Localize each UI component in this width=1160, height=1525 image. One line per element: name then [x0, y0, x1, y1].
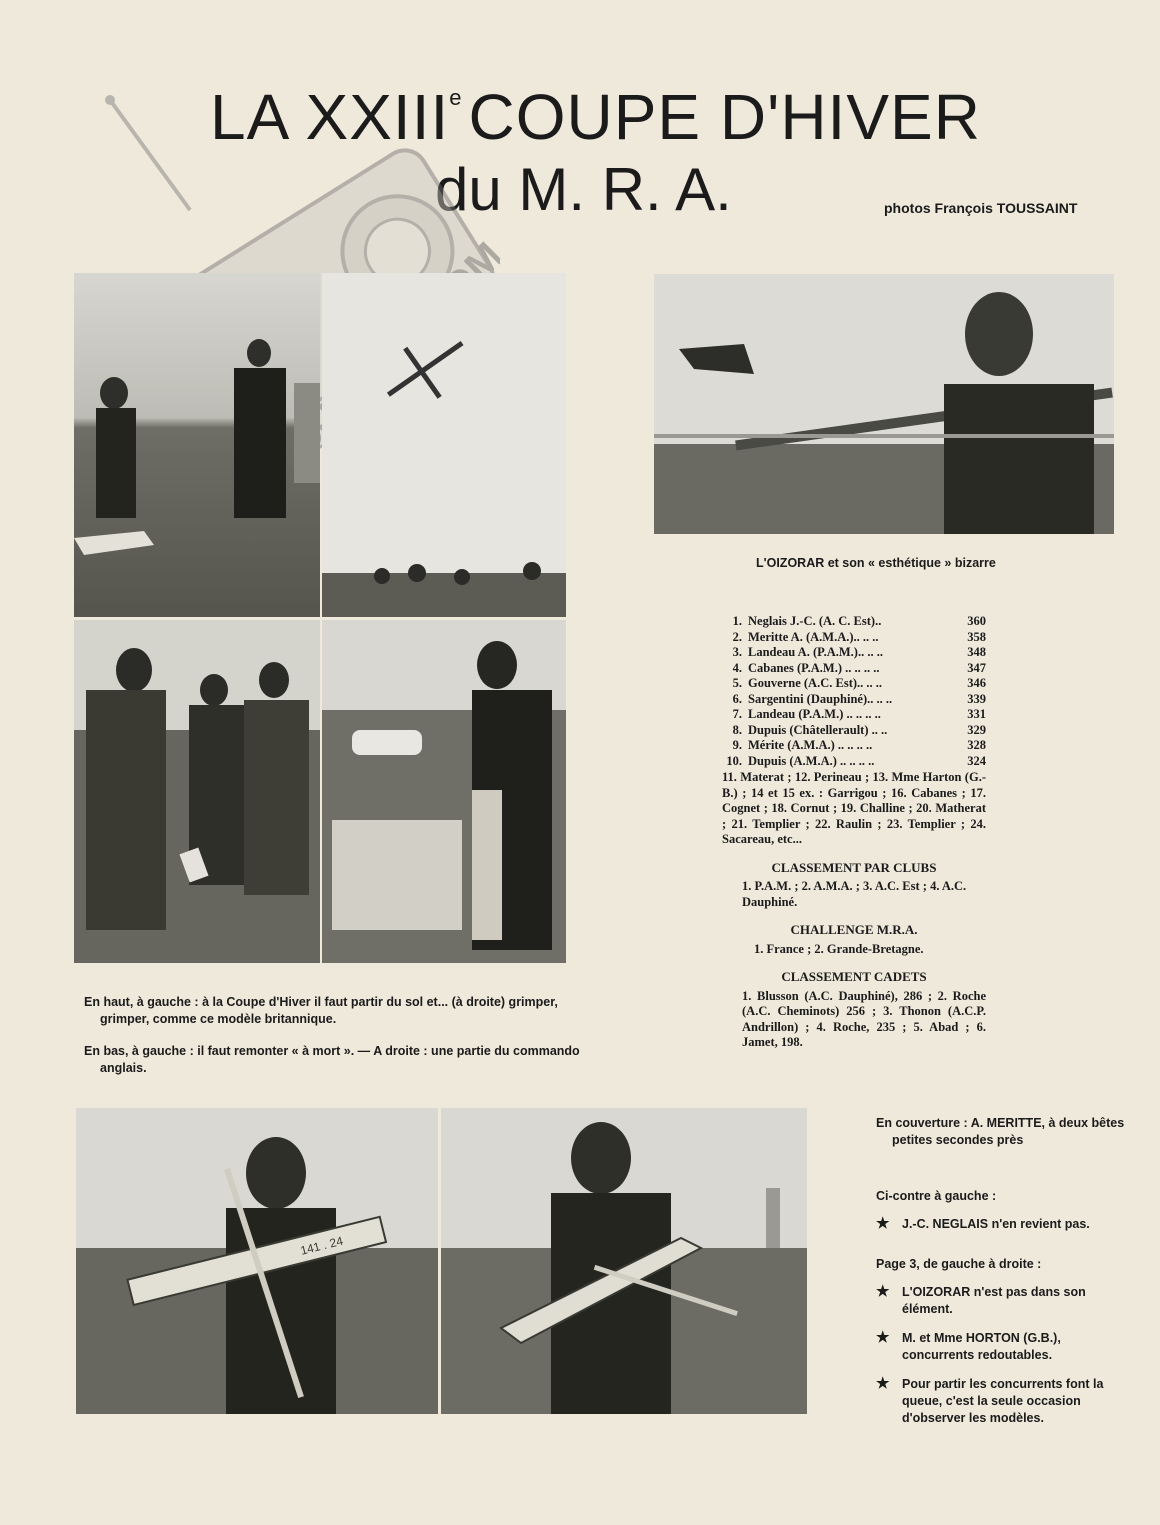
photo-credit: photos François TOUSSAINT — [884, 200, 1078, 216]
photo-neglais — [76, 1108, 438, 1414]
photo-winding-motor — [74, 620, 320, 963]
cadets-heading: CLASSEMENT CADETS — [781, 969, 927, 984]
photo-model-climbing — [322, 273, 566, 617]
cover-note: En couverture : A. MERITTE, à deux bêtes petites secondes près — [876, 1116, 1125, 1147]
results-row: 5. Gouverne (A.C. Est).. .. .. 346 — [732, 676, 986, 690]
list-item: ★ M. et Mme HORTON (G.B.), concurrents redoutables. — [876, 1329, 1061, 1362]
results-list — [722, 614, 986, 1051]
results-row: 10. Dupuis (A.M.A.) .. .. .. .. 324 — [726, 753, 986, 768]
photo-english-team — [322, 620, 566, 963]
results-more: 11. Materat ; 12. Perineau ; 13. Mme Harton (G.-B.) ; 14 et 15 ex. : Garrigou ; 16. Cabanes ; 17. Cognet ; 18. Cornut ; 19. Challine ; 20. Matherat ; 21. Templier ; 22. Raulin ; 23. Templier ; 24. Sacareau, etc... — [722, 770, 986, 846]
photo-oizorar — [654, 274, 1114, 534]
results-row: 9. Mérite (A.M.A.) .. .. .. .. 328 — [732, 738, 986, 752]
caption-top-photos: En haut, à gauche : à la Coupe d'Hiver il faut partir du sol et... (à droite) grimper, grimper, comme ce modèle britannique. — [84, 995, 558, 1026]
model-wing-number: 141 . 24 — [298, 1233, 345, 1258]
star-icon: ★ — [876, 1375, 890, 1392]
list-item: ★ L'OIZORAR n'est pas dans son élément. — [876, 1283, 1086, 1316]
results-row: 4. Cabanes (P.A.M.) .. .. .. .. 347 — [732, 660, 986, 675]
cadets-text: 1. Blusson (A.C. Dauphiné), 286 ; 2. Roche (A.C. Cheminots) 256 ; 3. Thonon (A.C.P. Andrillon) ; 4. Roche, 235 ; 5. Abad ; 6. Jamet, 198. — [742, 988, 986, 1049]
caption-bottom-photos: En bas, à gauche : il faut remonter « à mort ». — A droite : une partie du commando anglais. — [84, 1044, 580, 1075]
ci-contre-label: Ci-contre à gauche : — [876, 1189, 997, 1203]
page3-list — [876, 1284, 1120, 1439]
results-row: 6. Sargentini (Dauphiné).. .. .. 339 — [732, 691, 986, 706]
page3-label: Page 3, de gauche à droite : — [876, 1257, 1042, 1271]
ci-contre-item: ★ J.-C. NEGLAIS n'en revient pas. — [876, 1215, 1090, 1232]
page-subtitle: du M. R. A. — [435, 156, 732, 223]
results-row: 7. Landeau (P.A.M.) .. .. .. .. 331 — [732, 707, 986, 721]
star-icon: ★ — [876, 1329, 890, 1346]
page-title: LA XXIIIeCOUPE D'HIVER — [210, 81, 981, 153]
challenge-text: 1. France ; 2. Grande-Bretagne. — [754, 941, 924, 956]
results-row: 2. Meritte A. (A.M.A.).. .. .. 358 — [732, 629, 986, 644]
challenge-heading: CHALLENGE M.R.A. — [790, 922, 918, 937]
results-row: 8. Dupuis (Châtellerault) .. .. 329 — [732, 722, 986, 737]
results-row: 3. Landeau A. (P.A.M.).. .. .. 348 — [732, 645, 986, 659]
clubs-text: 1. P.A.M. ; 2. A.M.A. ; 3. A.C. Est ; 4. A.C. Dauphiné. — [742, 879, 967, 909]
photo-meritte — [441, 1108, 807, 1414]
clubs-heading: CLASSEMENT PAR CLUBS — [771, 859, 937, 875]
caption-oizorar: L'OIZORAR et son « esthétique » bizarre — [756, 556, 996, 570]
photo-launch-from-ground — [74, 273, 320, 617]
list-item: ★ Pour partir les concurrents font la queue, c'est la seule occasion d'observer les modèles. — [876, 1375, 1104, 1425]
results-row: 1. Neglais J.-C. (A. C. Est).. 360 — [732, 614, 986, 628]
star-icon: ★ — [876, 1283, 890, 1300]
star-icon: ★ — [876, 1215, 890, 1232]
